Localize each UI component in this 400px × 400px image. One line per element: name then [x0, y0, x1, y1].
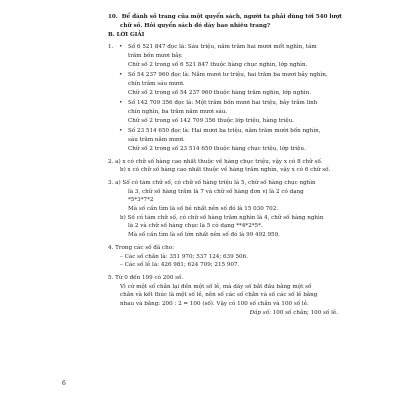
q5-line4: nhau và bằng: 200 : 2 = 100 (số). Vậy có 100 số chẵn và 100 số lẻ. — [120, 301, 309, 308]
q5-answer — [108, 310, 344, 318]
q5-line3: chẵn và kết thúc là một số lẻ, nên số các số chẵn và số các số lẻ bằng — [120, 292, 318, 299]
page-number: 6 — [62, 380, 66, 387]
q3-a-text: a) Số có tám chữ số, có chữ số hàng triệu là 5, chữ số hàng chục nghìn — [115, 179, 316, 186]
answer-label: Đáp số: — [249, 309, 271, 316]
q3-b-line2: là 2 và chữ số hàng chục là 5 có dạng **4*2*5*. — [128, 223, 263, 230]
q1-item-3-digit: Chữ số 2 trong số 142 709 356 thuộc lớp triệu, hàng triệu. — [128, 117, 295, 124]
q1-item-1-read: Số 6 521 847 đọc là: Sáu triệu, năm trăm hai mươi mốt nghìn, tám — [128, 44, 317, 51]
solution-heading: B. LỜI GIẢI — [108, 32, 145, 39]
q4-odd-numbers: – Các số lẻ là: 426 981; 624 709; 215 907. — [120, 262, 240, 269]
q5-line2: Vì cứ một số chẵn lại đến một số lẻ, mà dãy số bắt đầu bằng một số — [120, 283, 312, 290]
problem-10-line2: chữ số. Hỏi quyển sách đó dày bao nhiêu trang? — [120, 22, 271, 29]
q2-a — [108, 159, 344, 167]
bullet-icon: • — [119, 44, 123, 51]
q1-item-1-digit: Chữ số 2 trong số 6 521 847 thuộc hàng chục nghìn, lớp nghìn. — [128, 61, 308, 68]
q1-item-3-read: Số 142 709 356 đọc là: Một trăm bốn mươi hai triệu, bảy trăm linh — [128, 100, 318, 107]
q4-intro-text: Trong các số đã cho: — [115, 244, 174, 251]
q4-number: 4. — [108, 244, 114, 251]
q2-b: b) x có chữ số hàng cao nhất thuộc về hàng trăm nghìn, vậy x có 6 chữ số. — [120, 167, 331, 174]
q1-item-4-read2: sáu trăm năm mươi. — [128, 137, 185, 144]
problem-10-number: 10. — [108, 14, 118, 20]
q3-a-line2: là 3, chữ số hàng trăm là 7 và chữ số hàng đơn vị là 2 có dạng — [128, 188, 304, 195]
q1-item-3 — [108, 100, 344, 108]
q1-item-2-read: Số 54 237 960 đọc là: Năm mươi tư triệu, hai trăm ba mươi bảy nghìn, — [128, 72, 328, 79]
problem-10-text-line1: Để đánh số trang của một quyển sách, người ta phải dùng tới 540 lượt — [121, 14, 342, 20]
problem-10 — [108, 14, 344, 22]
q3-b-result: Mà số cần tìm là số lớn nhất nên số đó là 99 492 959. — [128, 232, 280, 239]
q1-item-4 — [108, 128, 344, 136]
q1-item-2-read2: chín trăm sáu mươi. — [128, 80, 185, 87]
q5-line1-text: Từ 0 đến 199 có 200 số. — [115, 275, 184, 281]
q1-item-1 — [108, 44, 344, 52]
q4-intro — [108, 245, 344, 253]
q2-a-text: a) x có chữ số hàng cao nhất thuộc về hàng chục triệu, vậy x có 8 chữ số. — [115, 158, 323, 165]
q1-item-2 — [108, 72, 344, 80]
bullet-icon: • — [119, 128, 123, 135]
q1-number: 1. — [108, 44, 114, 51]
q5-number: 5. — [108, 275, 114, 281]
q3-a-pattern: *5*3*7*2 — [128, 197, 154, 204]
q1-item-4-digit: Chữ số 2 trong số 23 514 650 thuộc hàng chục triệu, lớp triệu. — [128, 145, 306, 152]
q3-a-result: Mà số cần tìm là số bé nhất nên số đó là 15 030 702. — [128, 206, 279, 213]
q4-even-numbers: – Các số chẵn là: 351 970; 537 124; 639 506. — [120, 253, 248, 260]
q1-item-3-read2: chín nghìn, ba trăm năm mươi sáu. — [128, 109, 228, 116]
q1-item-2-digit: Chữ số 2 trong số 54 237 960 thuộc hàng trăm nghìn, lớp nghìn. — [128, 89, 311, 96]
q1-item-4-read: Số 23 514 650 đọc là: Hai mươi ba triệu, năm trăm mười bốn nghìn, — [128, 128, 321, 135]
q2-number: 2. — [108, 158, 114, 165]
q3-b-line1: b) Số có tám chữ số, có chữ số hàng trăm nghìn là 4, chữ số hàng nghìn — [120, 214, 324, 221]
q3-a-line1 — [108, 180, 344, 188]
answer-value: 100 số chẵn; 100 số lẻ. — [270, 309, 338, 316]
q5-line1 — [108, 275, 344, 283]
q3-number: 3. — [108, 179, 114, 186]
bullet-icon: • — [119, 72, 123, 79]
q1-item-1-read2: trăm bốn mươi bảy. — [128, 52, 183, 59]
bullet-icon: • — [119, 100, 123, 107]
